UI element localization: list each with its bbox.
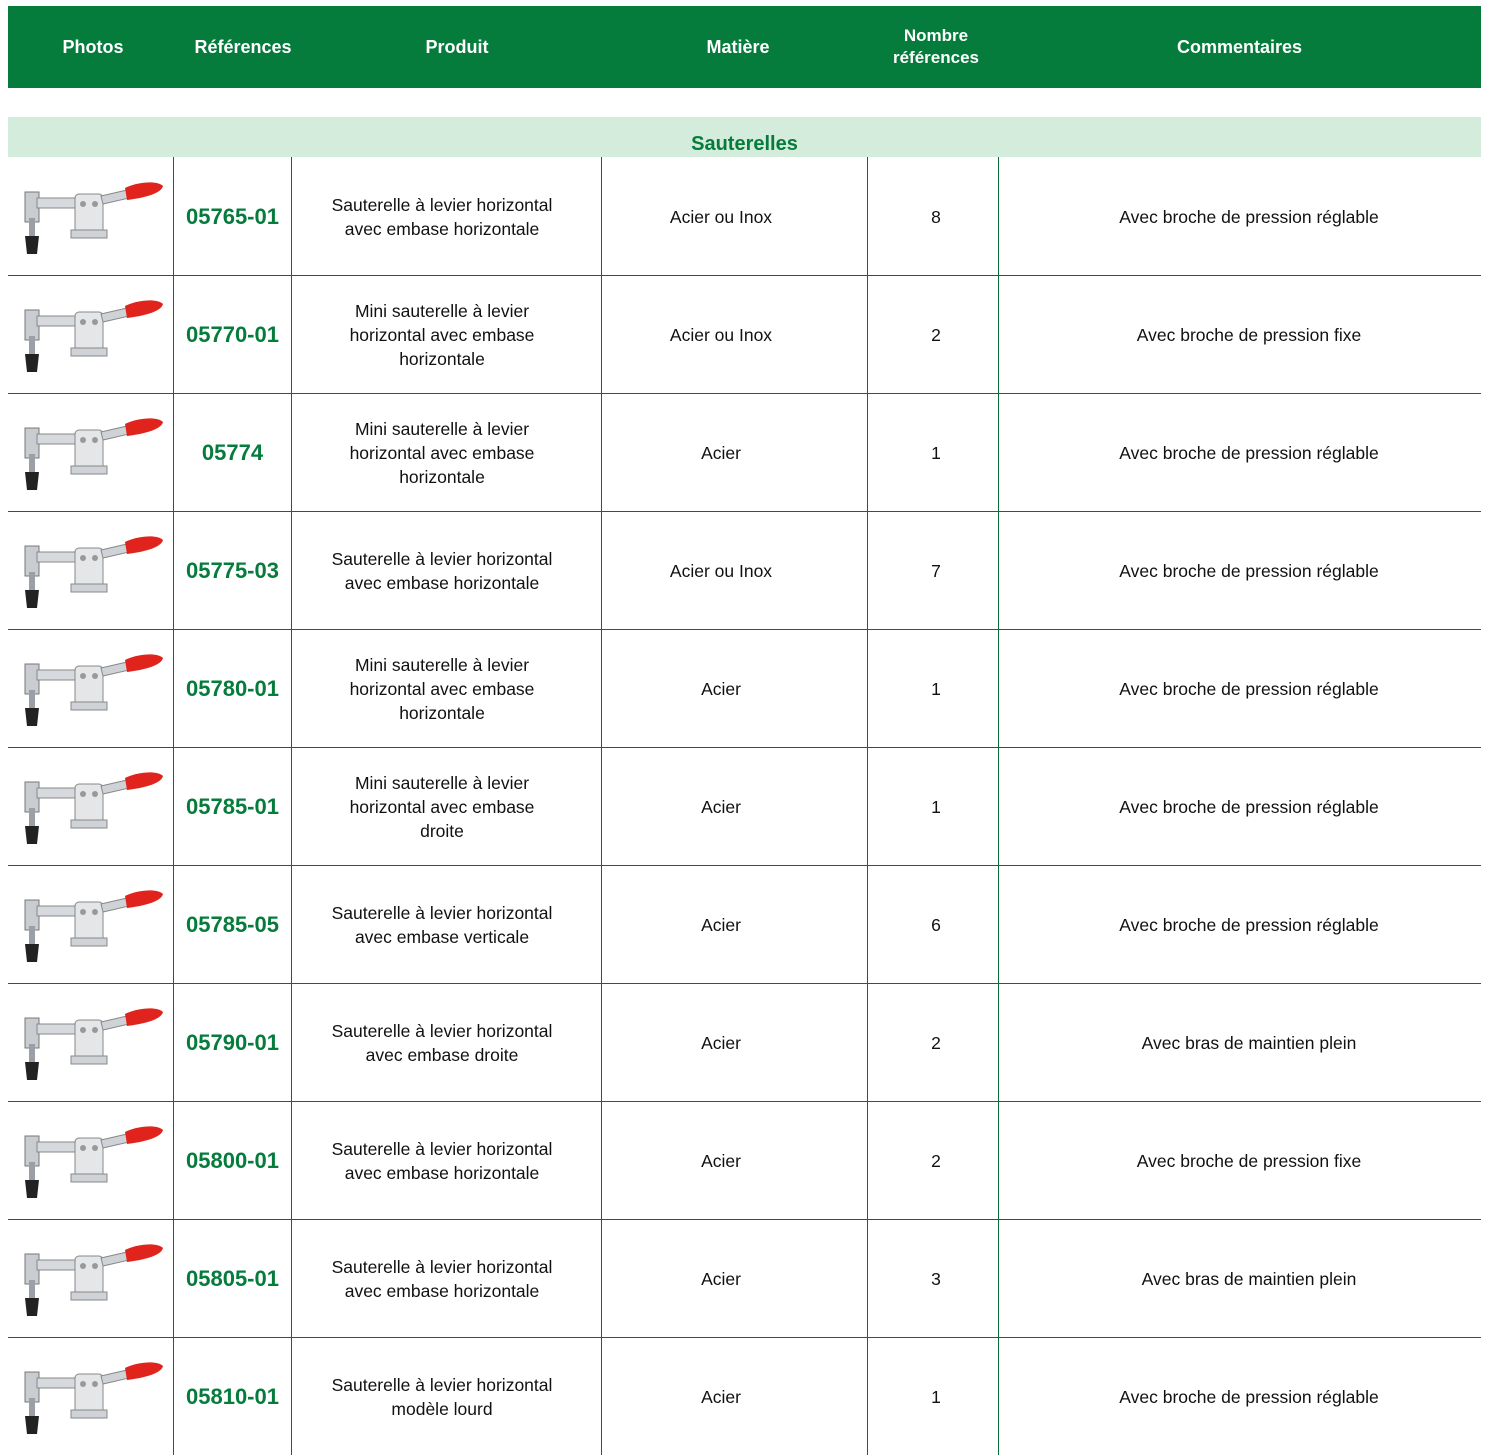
product-reference[interactable]: 05765-01 [186,204,279,229]
reference-count: 8 [931,207,941,227]
product-name: Mini sauterelle à levier horizontal avec embase horizontale [349,655,535,723]
product-material: Acier [701,1269,741,1289]
product-reference[interactable]: 05790-01 [186,1030,279,1055]
table-row [0,748,1489,866]
toggle-clamp-icon [17,1236,167,1322]
product-comment: Avec bras de maintien plein [1141,1269,1357,1289]
col-header-matiere: Matière [706,37,770,57]
product-name: Sauterelle à levier horizontal avec embase horizontale [331,1139,553,1183]
product-photo [12,984,172,1102]
product-material: Acier [701,797,741,817]
table-row [0,512,1489,630]
section-header [8,117,1481,157]
product-photo [12,1102,172,1220]
product-name: Sauterelle à levier horizontal avec embase droite [331,1021,553,1065]
product-comment: Avec broche de pression fixe [1136,325,1362,345]
table-row [0,630,1489,748]
table-row [0,1220,1489,1338]
table-row [0,394,1489,512]
product-photo [12,512,172,630]
product-material: Acier [701,915,741,935]
product-photo [12,158,172,276]
col-header-photos: Photos [62,37,124,57]
product-photo [12,1220,172,1338]
reference-count: 7 [931,561,941,581]
product-photo [12,394,172,512]
toggle-clamp-icon [17,646,167,732]
table-header [8,6,1481,88]
product-photo [12,276,172,394]
product-material: Acier [701,443,741,463]
product-reference[interactable]: 05775-03 [186,558,279,583]
col-header-nombre: Nombre références [892,26,979,67]
product-comment: Avec broche de pression réglable [1119,915,1379,935]
product-material: Acier ou Inox [669,325,773,345]
product-comment: Avec broche de pression réglable [1119,207,1379,227]
product-material: Acier ou Inox [669,561,773,581]
product-reference[interactable]: 05785-01 [186,794,279,819]
toggle-clamp-icon [17,410,167,496]
toggle-clamp-icon [17,1000,167,1086]
product-material: Acier [701,679,741,699]
product-material: Acier [701,1033,741,1053]
product-name: Mini sauterelle à levier horizontal avec embase droite [349,773,535,841]
product-photo [12,630,172,748]
product-reference[interactable]: 05770-01 [186,322,279,347]
toggle-clamp-icon [17,292,167,378]
toggle-clamp-icon [17,174,167,260]
reference-count: 2 [931,325,941,345]
product-reference[interactable]: 05780-01 [186,676,279,701]
product-reference[interactable]: 05785-05 [186,912,279,937]
toggle-clamp-icon [17,882,167,968]
reference-count: 2 [931,1033,941,1053]
product-reference[interactable]: 05774 [201,440,264,465]
col-header-references: Références [194,37,292,57]
toggle-clamp-icon [17,764,167,850]
product-photo [12,866,172,984]
product-comment: Avec broche de pression réglable [1119,797,1379,817]
product-material: Acier [701,1151,741,1171]
product-name: Mini sauterelle à levier horizontal avec embase horizontale [349,419,535,487]
product-comment: Avec broche de pression fixe [1136,1151,1362,1171]
reference-count: 2 [931,1151,941,1171]
product-comment: Avec broche de pression réglable [1119,1387,1379,1407]
toggle-clamp-icon [17,1354,167,1440]
reference-count: 1 [931,443,941,463]
product-material: Acier ou Inox [669,207,773,227]
product-photo [12,748,172,866]
product-name: Sauterelle à levier horizontal avec embase verticale [331,903,553,947]
product-comment: Avec broche de pression réglable [1119,443,1379,463]
product-name: Sauterelle à levier horizontal avec embase horizontale [331,1257,553,1301]
table-row [0,158,1489,276]
product-comment: Avec broche de pression réglable [1119,679,1379,699]
section-title: Sauterelles [691,133,798,155]
product-name: Sauterelle à levier horizontal modèle lourd [331,1375,553,1419]
product-name: Mini sauterelle à levier horizontal avec embase horizontale [349,301,535,369]
reference-count: 1 [931,679,941,699]
table-row [0,866,1489,984]
table-row [0,276,1489,394]
col-header-commentaires: Commentaires [1176,37,1303,57]
product-name: Sauterelle à levier horizontal avec embase horizontale [331,195,553,239]
product-reference[interactable]: 05805-01 [186,1266,279,1291]
product-photo [12,1338,172,1456]
table-row [0,984,1489,1102]
product-comment: Avec broche de pression réglable [1119,561,1379,581]
product-comment: Avec bras de maintien plein [1141,1033,1357,1053]
reference-count: 1 [931,1387,941,1407]
toggle-clamp-icon [17,528,167,614]
toggle-clamp-icon [17,1118,167,1204]
product-reference[interactable]: 05800-01 [186,1148,279,1173]
reference-count: 1 [931,797,941,817]
product-reference[interactable]: 05810-01 [186,1384,279,1409]
product-name: Sauterelle à levier horizontal avec embase horizontale [331,549,553,593]
table-row [0,1102,1489,1220]
col-header-produit: Produit [425,37,489,57]
reference-count: 6 [931,915,941,935]
product-material: Acier [701,1387,741,1407]
table-row [0,1338,1489,1456]
reference-count: 3 [931,1269,941,1289]
